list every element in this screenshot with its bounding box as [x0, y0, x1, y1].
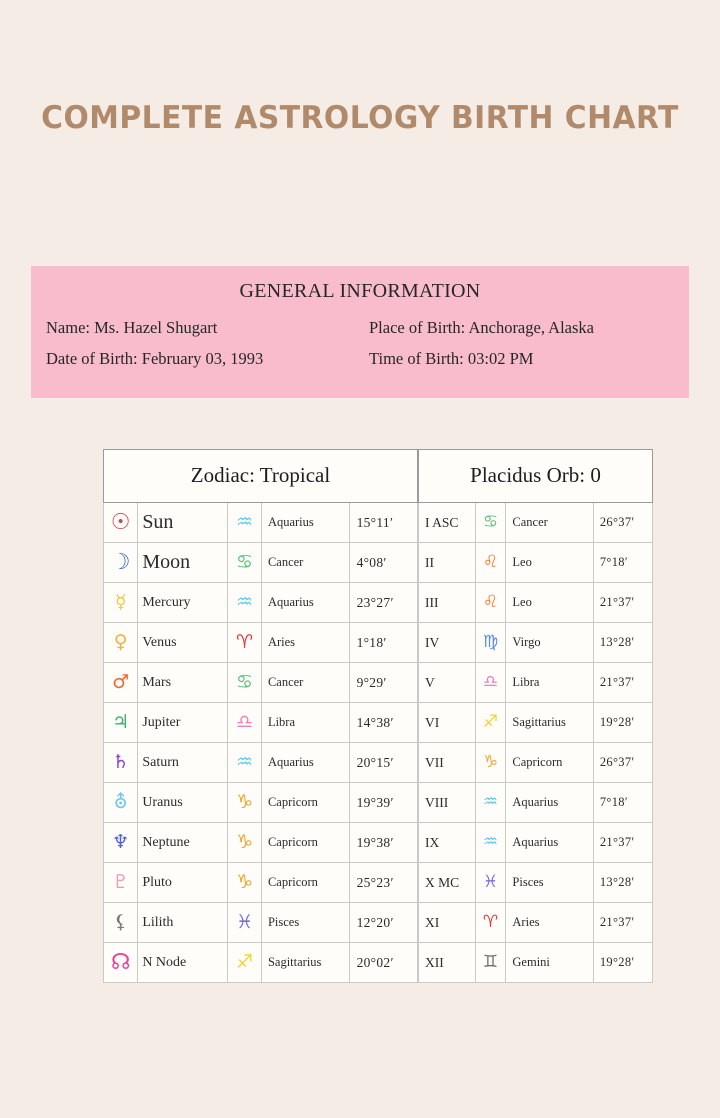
- capricorn-icon: ♑: [235, 830, 254, 853]
- table-row: [104, 503, 418, 543]
- general-information-heading: GENERAL INFORMATION: [239, 280, 481, 302]
- zodiac-name: Capricorn: [261, 863, 349, 903]
- degree-value: 19°28′: [593, 943, 652, 983]
- degree-value: 15°11′: [349, 503, 417, 543]
- table-row: [104, 903, 418, 943]
- planet-name: Mars: [138, 663, 228, 703]
- zodiac-name: Libra: [261, 703, 349, 743]
- zodiac-name: Aries: [261, 623, 349, 663]
- table-row: [419, 863, 653, 903]
- planet-symbol-icon: [104, 743, 138, 783]
- zodiac-name: Capricorn: [261, 823, 349, 863]
- zodiac-name: Aquarius: [261, 743, 349, 783]
- planet-name: Moon: [138, 543, 228, 583]
- aquarius-icon: ♒: [235, 590, 254, 613]
- zodiac-symbol-icon: [228, 583, 262, 623]
- planets-table-header-row: [104, 450, 418, 503]
- zodiac-name: Sagittarius: [506, 703, 593, 743]
- table-row: [104, 943, 418, 983]
- planet-symbol-icon: [104, 663, 138, 703]
- table-row: [419, 783, 653, 823]
- house-number: XII: [419, 943, 476, 983]
- zodiac-name: Aquarius: [261, 503, 349, 543]
- degree-value: 12°20′: [349, 903, 417, 943]
- zodiac-name: Sagittarius: [261, 943, 349, 983]
- zodiac-name: Leo: [506, 543, 593, 583]
- degree-value: 19°39′: [349, 783, 417, 823]
- degree-value: 25°23′: [349, 863, 417, 903]
- time-of-birth-value: 03:02 PM: [467, 349, 534, 368]
- zodiac-symbol-icon: [228, 623, 262, 663]
- libra-icon: ♎: [482, 671, 499, 692]
- table-row: [419, 703, 653, 743]
- date-of-birth-label: Date of Birth:: [46, 349, 138, 368]
- planet-symbol-icon: [104, 903, 138, 943]
- degree-value: 13°28′: [593, 863, 652, 903]
- zodiac-symbol-icon: [228, 663, 262, 703]
- zodiac-symbol-icon: [475, 743, 506, 783]
- table-row: [104, 743, 418, 783]
- sagittarius-icon: ♐: [235, 950, 254, 973]
- table-row: [419, 543, 653, 583]
- time-of-birth-label: Time of Birth:: [369, 349, 464, 368]
- zodiac-symbol-icon: [475, 943, 506, 983]
- degree-value: 1°18′: [349, 623, 417, 663]
- degree-value: 14°38′: [349, 703, 417, 743]
- planet-name: Neptune: [138, 823, 228, 863]
- degree-value: 26°37′: [593, 503, 652, 543]
- table-row: [419, 583, 653, 623]
- house-number: II: [419, 543, 476, 583]
- table-row: [419, 743, 653, 783]
- capricorn-icon: ♑: [235, 870, 254, 893]
- zodiac-name: Capricorn: [506, 743, 593, 783]
- planet-name: N Node: [138, 943, 228, 983]
- degree-value: 7°18′: [593, 783, 652, 823]
- cancer-icon: ♋: [235, 550, 254, 573]
- table-row: [104, 623, 418, 663]
- general-information-grid: [31, 318, 689, 380]
- zodiac-name: Capricorn: [261, 783, 349, 823]
- table-row: [104, 663, 418, 703]
- name-label: Name:: [46, 318, 90, 337]
- degree-value: 19°28′: [593, 703, 652, 743]
- time-of-birth-field: [359, 349, 689, 369]
- zodiac-symbol-icon: [475, 903, 506, 943]
- libra-icon: ♎: [235, 710, 254, 733]
- zodiac-symbol-icon: [228, 543, 262, 583]
- zodiac-symbol-icon: [228, 503, 262, 543]
- house-number: III: [419, 583, 476, 623]
- mercury-icon: ☿: [114, 590, 127, 613]
- zodiac-name: Aquarius: [506, 823, 593, 863]
- aries-icon: ♈: [482, 911, 499, 932]
- planets-table-header: Zodiac: Tropical: [104, 450, 418, 503]
- planets-table: [103, 449, 418, 983]
- table-row: [419, 903, 653, 943]
- info-row: [31, 318, 689, 338]
- table-row: [104, 583, 418, 623]
- capricorn-icon: ♑: [235, 790, 254, 813]
- zodiac-symbol-icon: [475, 703, 506, 743]
- north-node-icon: ☊: [110, 949, 131, 975]
- name-field: [31, 318, 359, 338]
- planet-name: Saturn: [138, 743, 228, 783]
- gemini-icon: ♊: [482, 951, 499, 972]
- house-number: VIII: [419, 783, 476, 823]
- birth-chart-page: [0, 100, 720, 1118]
- sun-icon: ☉: [110, 509, 131, 535]
- planet-name: Lilith: [138, 903, 228, 943]
- planet-name: Uranus: [138, 783, 228, 823]
- degree-value: 20°02′: [349, 943, 417, 983]
- moon-icon: ☽: [110, 549, 131, 575]
- place-of-birth-value: Anchorage, Alaska: [468, 318, 594, 337]
- aquarius-icon: ♒: [235, 750, 254, 773]
- planet-name: Venus: [138, 623, 228, 663]
- zodiac-symbol-icon: [228, 903, 262, 943]
- zodiac-name: Aquarius: [506, 783, 593, 823]
- house-number: V: [419, 663, 476, 703]
- zodiac-symbol-icon: [228, 823, 262, 863]
- zodiac-name: Virgo: [506, 623, 593, 663]
- pisces-icon: ♓: [482, 871, 499, 892]
- degree-value: 21°37′: [593, 663, 652, 703]
- table-row: [104, 543, 418, 583]
- zodiac-name: Aquarius: [261, 583, 349, 623]
- name-value: Ms. Hazel Shugart: [94, 318, 218, 337]
- chart-tables: [103, 449, 653, 983]
- zodiac-symbol-icon: [228, 943, 262, 983]
- degree-value: 4°08′: [349, 543, 417, 583]
- planet-name: Sun: [138, 503, 228, 543]
- zodiac-symbol-icon: [228, 863, 262, 903]
- venus-icon: ♀: [113, 630, 128, 653]
- info-row: [31, 349, 689, 369]
- virgo-icon: ♍: [482, 631, 499, 652]
- planet-symbol-icon: [104, 583, 138, 623]
- degree-value: 23°27′: [349, 583, 417, 623]
- degree-value: 7°18′: [593, 543, 652, 583]
- planet-symbol-icon: [104, 503, 138, 543]
- aries-icon: ♈: [235, 630, 254, 653]
- place-of-birth-label: Place of Birth:: [369, 318, 466, 337]
- house-number: IV: [419, 623, 476, 663]
- table-row: [104, 783, 418, 823]
- capricorn-icon: ♑: [482, 751, 499, 772]
- jupiter-icon: ♃: [112, 710, 130, 733]
- mars-icon: ♂: [112, 670, 130, 693]
- zodiac-symbol-icon: [475, 863, 506, 903]
- zodiac-name: Leo: [506, 583, 593, 623]
- zodiac-symbol-icon: [475, 583, 506, 623]
- general-information-panel: [31, 266, 689, 398]
- zodiac-symbol-icon: [475, 623, 506, 663]
- table-row: [419, 623, 653, 663]
- degree-value: 9°29′: [349, 663, 417, 703]
- table-row: [104, 823, 418, 863]
- zodiac-symbol-icon: [475, 663, 506, 703]
- planet-symbol-icon: [104, 823, 138, 863]
- table-row: [419, 943, 653, 983]
- planet-symbol-icon: [104, 943, 138, 983]
- leo-icon: ♌: [482, 551, 499, 572]
- planet-symbol-icon: [104, 863, 138, 903]
- zodiac-symbol-icon: [475, 783, 506, 823]
- table-row: [419, 663, 653, 703]
- neptune-icon: ♆: [112, 830, 130, 853]
- zodiac-symbol-icon: [475, 503, 506, 543]
- table-row: [104, 703, 418, 743]
- zodiac-name: Pisces: [261, 903, 349, 943]
- sagittarius-icon: ♐: [482, 711, 499, 732]
- degree-value: 21°37′: [593, 583, 652, 623]
- zodiac-name: Cancer: [261, 663, 349, 703]
- house-number: VI: [419, 703, 476, 743]
- leo-icon: ♌: [482, 591, 499, 612]
- zodiac-name: Cancer: [506, 503, 593, 543]
- uranus-icon: ⛢: [113, 790, 128, 813]
- pisces-icon: ♓: [235, 910, 254, 933]
- cancer-icon: ♋: [482, 511, 499, 532]
- page-title: COMPLETE ASTROLOGY BIRTH CHART: [41, 100, 679, 136]
- zodiac-name: Pisces: [506, 863, 593, 903]
- planet-symbol-icon: [104, 623, 138, 663]
- house-number: X MC: [419, 863, 476, 903]
- zodiac-symbol-icon: [228, 703, 262, 743]
- houses-table: [418, 449, 653, 983]
- house-number: VII: [419, 743, 476, 783]
- zodiac-name: Gemini: [506, 943, 593, 983]
- degree-value: 21°37′: [593, 823, 652, 863]
- planet-name: Mercury: [138, 583, 228, 623]
- house-number: IX: [419, 823, 476, 863]
- planet-symbol-icon: [104, 783, 138, 823]
- date-of-birth-value: February 03, 1993: [141, 349, 264, 368]
- date-of-birth-field: [31, 349, 359, 369]
- houses-table-header: Placidus Orb: 0: [419, 450, 653, 503]
- zodiac-symbol-icon: [475, 543, 506, 583]
- planet-name: Pluto: [138, 863, 228, 903]
- table-row: [419, 503, 653, 543]
- degree-value: 26°37′: [593, 743, 652, 783]
- lilith-icon: ⚸: [113, 910, 128, 933]
- saturn-icon: ♄: [112, 750, 130, 773]
- place-of-birth-field: [359, 318, 689, 338]
- zodiac-symbol-icon: [475, 823, 506, 863]
- zodiac-name: Cancer: [261, 543, 349, 583]
- aquarius-icon: ♒: [482, 831, 499, 852]
- zodiac-symbol-icon: [228, 783, 262, 823]
- house-number: I ASC: [419, 503, 476, 543]
- zodiac-symbol-icon: [228, 743, 262, 783]
- zodiac-name: Libra: [506, 663, 593, 703]
- planet-symbol-icon: [104, 543, 138, 583]
- degree-value: 19°38′: [349, 823, 417, 863]
- house-number: XI: [419, 903, 476, 943]
- planet-symbol-icon: [104, 703, 138, 743]
- degree-value: 21°37′: [593, 903, 652, 943]
- pluto-icon: ♇: [112, 870, 130, 893]
- table-row: [104, 863, 418, 903]
- cancer-icon: ♋: [235, 670, 254, 693]
- houses-table-header-row: [419, 450, 653, 503]
- table-row: [419, 823, 653, 863]
- degree-value: 13°28′: [593, 623, 652, 663]
- zodiac-name: Aries: [506, 903, 593, 943]
- aquarius-icon: ♒: [235, 510, 254, 533]
- aquarius-icon: ♒: [482, 791, 499, 812]
- planet-name: Jupiter: [138, 703, 228, 743]
- degree-value: 20°15′: [349, 743, 417, 783]
